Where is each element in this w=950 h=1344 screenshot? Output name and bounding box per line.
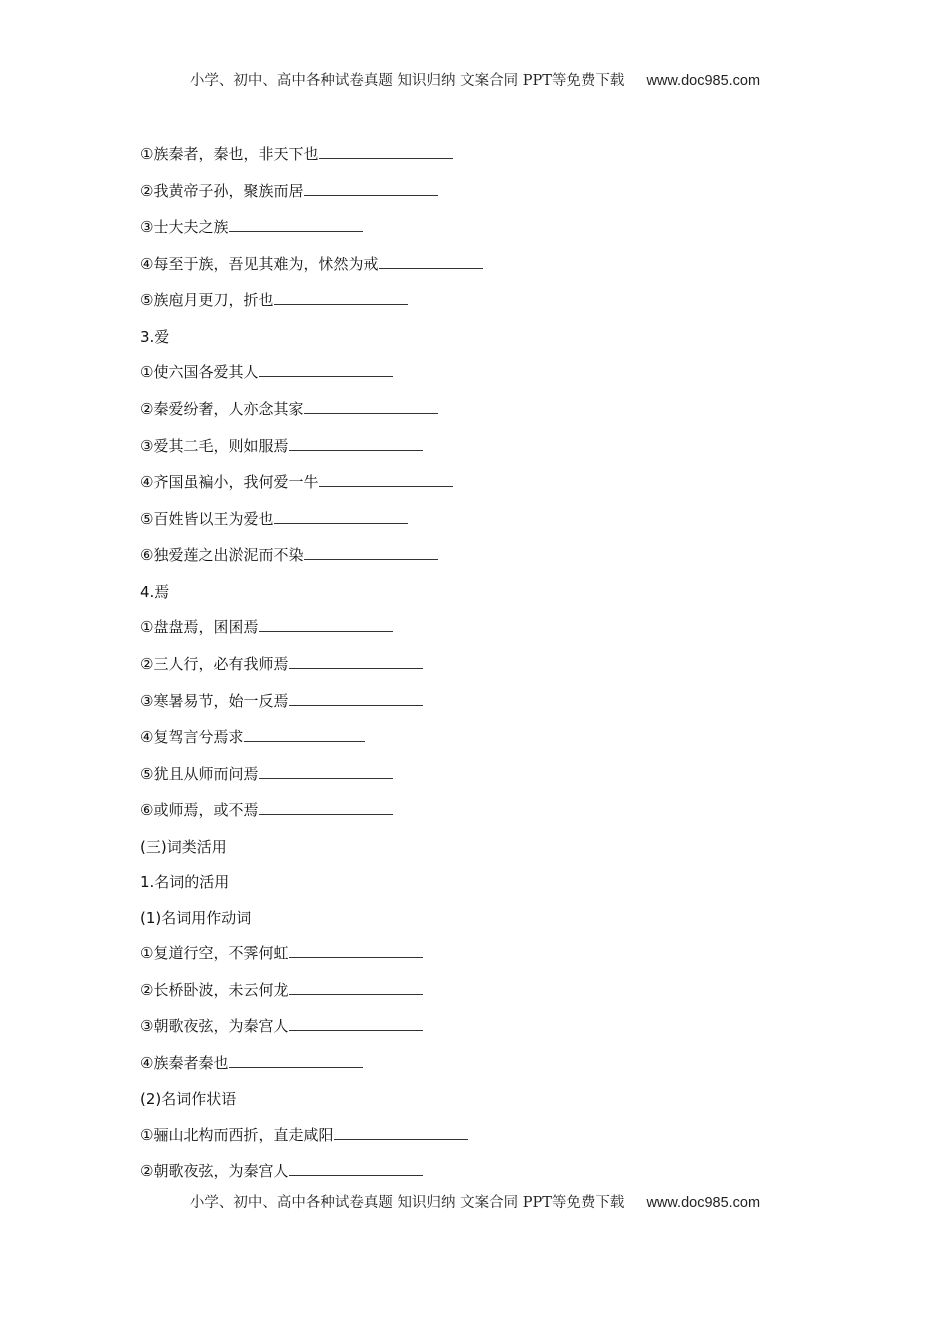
exercise-item xyxy=(140,724,840,761)
answer-blank[interactable] xyxy=(274,508,408,524)
exercise-item xyxy=(140,433,840,470)
exercise-text: ②朝歌夜弦，为秦宫人 xyxy=(140,1162,289,1181)
exercise-text: ①骊山北构而西折，直走咸阳 xyxy=(140,1125,334,1144)
exercise-text: ②三人行，必有我师焉 xyxy=(140,654,289,673)
exercise-text: ⑤族庖月更刀，折也 xyxy=(140,291,274,310)
exercise-list xyxy=(140,141,840,1195)
answer-blank[interactable] xyxy=(259,361,393,377)
answer-blank[interactable] xyxy=(259,763,393,779)
answer-blank[interactable] xyxy=(289,942,423,958)
section-heading xyxy=(140,1086,840,1121)
heading-text: (1)名词用作动词 xyxy=(140,908,252,927)
exercise-item xyxy=(140,251,840,288)
exercise-item xyxy=(140,688,840,725)
exercise-item xyxy=(140,977,840,1014)
banner-url[interactable]: www.doc985.com xyxy=(646,73,761,89)
exercise-text: ⑤犹且从师而问焉 xyxy=(140,764,259,783)
answer-blank[interactable] xyxy=(244,726,365,742)
exercise-item xyxy=(140,469,840,506)
exercise-text: ①盘盘焉，囷囷焉 xyxy=(140,618,259,637)
banner-text: 小学、初中、高中各种试卷真题 知识归纳 文案合同 PPT等免费下载 xyxy=(189,73,625,89)
heading-text: 3.爱 xyxy=(140,327,170,346)
exercise-item xyxy=(140,614,840,651)
answer-blank[interactable] xyxy=(304,398,438,414)
exercise-item xyxy=(140,940,840,977)
banner-text: 小学、初中、高中各种试卷真题 知识归纳 文案合同 PPT等免费下载 xyxy=(189,1195,625,1211)
exercise-text: ①族秦者，秦也，非天下也 xyxy=(140,145,319,163)
exercise-item xyxy=(140,651,840,688)
exercise-item xyxy=(140,1158,840,1195)
exercise-item xyxy=(140,396,840,433)
exercise-text: ①使六国各爱其人 xyxy=(140,363,259,382)
section-heading xyxy=(140,869,840,904)
answer-blank[interactable] xyxy=(304,180,438,196)
answer-blank[interactable] xyxy=(229,216,363,232)
exercise-text: ⑥或师焉，或不焉 xyxy=(140,801,259,820)
banner-url[interactable]: www.doc985.com xyxy=(646,1195,761,1211)
exercise-text: ③士大夫之族 xyxy=(140,218,229,237)
exercise-item xyxy=(140,287,840,324)
answer-blank[interactable] xyxy=(289,435,423,451)
heading-text: 1.名词的活用 xyxy=(140,873,230,892)
answer-blank[interactable] xyxy=(334,1124,468,1140)
exercise-text: ④复驾言兮焉求 xyxy=(140,728,244,747)
exercise-text: ②长桥卧波，未云何龙 xyxy=(140,980,289,999)
exercise-item xyxy=(140,1013,840,1050)
footer-banner xyxy=(0,1191,950,1212)
exercise-text: ④齐国虽褊小，我何爱一牛 xyxy=(140,473,319,492)
exercise-item xyxy=(140,797,840,834)
exercise-item xyxy=(140,1050,840,1087)
exercise-item xyxy=(140,1122,840,1159)
exercise-item xyxy=(140,178,840,215)
answer-blank[interactable] xyxy=(289,1160,423,1176)
answer-blank[interactable] xyxy=(259,799,393,815)
exercise-text: ①复道行空，不霁何虹 xyxy=(140,944,289,963)
exercise-text: ③爱其二毛，则如服焉 xyxy=(140,436,289,455)
exercise-item xyxy=(140,359,840,396)
heading-text: (2)名词作状语 xyxy=(140,1090,237,1109)
answer-blank[interactable] xyxy=(229,1052,363,1068)
exercise-item xyxy=(140,141,840,178)
heading-text: 4.焉 xyxy=(140,582,170,601)
exercise-text: ②秦爱纷奢，人亦念其家 xyxy=(140,399,304,418)
answer-blank[interactable] xyxy=(289,1015,423,1031)
exercise-text: ③寒暑易节，始一反焉 xyxy=(140,691,289,710)
heading-text: (三)词类活用 xyxy=(140,837,227,856)
exercise-item xyxy=(140,542,840,579)
answer-blank[interactable] xyxy=(289,979,423,995)
answer-blank[interactable] xyxy=(289,690,423,706)
exercise-text: ②我黄帝子孙，聚族而居 xyxy=(140,181,304,200)
exercise-text: ④每至于族，吾见其难为，怵然为戒 xyxy=(140,254,379,273)
answer-blank[interactable] xyxy=(319,143,453,159)
exercise-text: ⑤百姓皆以王为爱也 xyxy=(140,509,274,528)
section-heading xyxy=(140,834,840,869)
exercise-text: ④族秦者秦也 xyxy=(140,1053,229,1072)
section-heading xyxy=(140,579,840,614)
answer-blank[interactable] xyxy=(304,544,438,560)
exercise-item xyxy=(140,506,840,543)
header-banner xyxy=(0,69,950,90)
exercise-item xyxy=(140,214,840,251)
answer-blank[interactable] xyxy=(289,653,423,669)
answer-blank[interactable] xyxy=(259,616,393,632)
exercise-text: ③朝歌夜弦，为秦宫人 xyxy=(140,1017,289,1036)
answer-blank[interactable] xyxy=(379,253,483,269)
exercise-item xyxy=(140,761,840,798)
answer-blank[interactable] xyxy=(319,471,453,487)
section-heading xyxy=(140,905,840,940)
exercise-text: ⑥独爱莲之出淤泥而不染 xyxy=(140,546,304,565)
answer-blank[interactable] xyxy=(274,289,408,305)
section-heading xyxy=(140,324,840,359)
